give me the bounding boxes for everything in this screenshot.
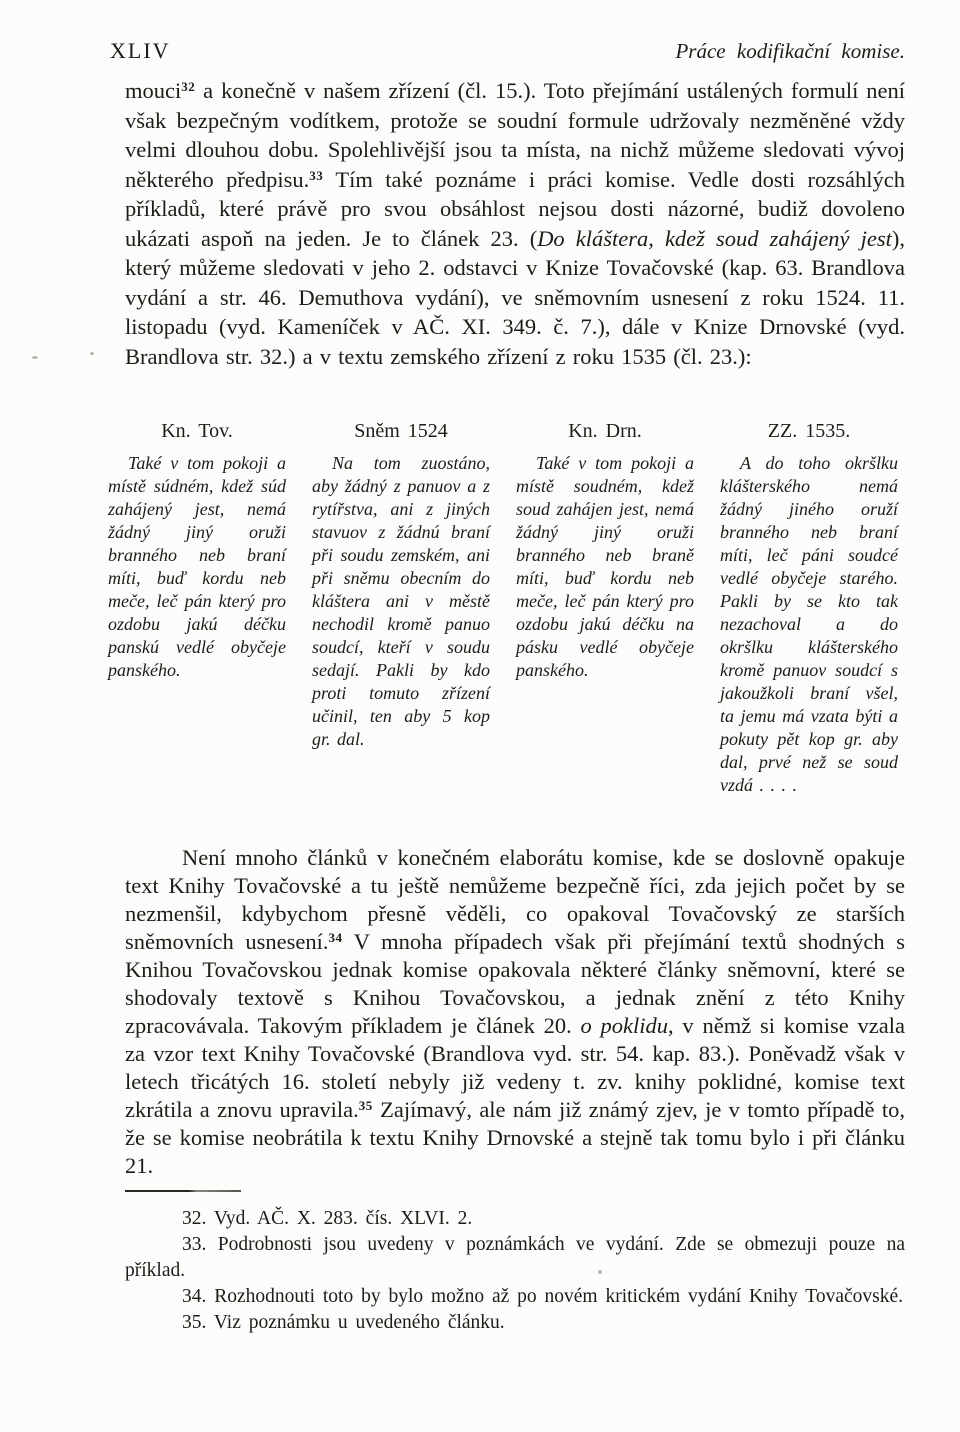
column-text: Také v tom pokoji a místě soudném, kdež soud zahájen jest, nemá žádný jiný oruži branného neb braně míti, buď kordu neb meče, leč pán který pro ozdobu jakú déčku na pásku vedlé obyčeje panského.: [516, 453, 694, 680]
comparison-columns: [108, 420, 898, 797]
column-header: ZZ. 1535.: [767, 420, 851, 442]
footnote-separator-rule: [125, 1190, 241, 1192]
comparison-column: [516, 420, 694, 797]
text-run: Zajímavý, ale nám již známý zjev, je v tomto případě to, že se komise neobrátila k textu Knihy Drnovské a stejně tak tomu bylo i při článku 21.: [125, 1097, 905, 1178]
column-header: Kn. Drn.: [568, 420, 642, 442]
italic-phrase: Do kláštera, kdež soud zahájený jest: [537, 225, 892, 251]
footnote: 35. Viz poznámku u uvedeného článku.: [182, 1312, 505, 1333]
comparison-column: [720, 420, 898, 797]
footnotes-block: [125, 1206, 905, 1336]
scan-speck: [32, 356, 38, 359]
column-header: Kn. Tov.: [161, 420, 233, 442]
footnote: 34. Rozhodnouti toto by bylo možno až po novém kritickém vydání Knihy Tovačovské.: [182, 1286, 904, 1307]
scan-speck: [598, 1270, 602, 1274]
column-text: Také v tom pokoji a místě súdném, kdež súd zahájený jest, nemá žádný jiný oruži branného neb braní míti, buď kordu neb meče, leč pán který pro ozdobu jakú déčku panskú vedlé obyčeje panského.: [108, 453, 286, 680]
text-run: Tím také poznáme i práci komise. Vedle dosti rozsáhlých příkladů, které právě pro svou obsáhlost nejsou dosti názorné, budiž dovoleno ukázati aspoň na jeden. Je to článek 23. (: [125, 166, 905, 251]
text-run: ), který můžeme sledovati v jeho 2. odstavci v Knize Tovačovské (kap. 63. Brandlova vydání a str. 46. Demuthova vydání), ve sněmovním usnesení z roku 1524. 11. listopadu (vyd. Kameníček v AČ. XI. 349. č. 7.), dále v Knize Drnovské (vyd. Brandlova str. 32.) a v textu zemského zřízení z roku 1535 (čl. 23.):: [125, 225, 905, 369]
footnote-reference: 32: [181, 79, 196, 94]
comparison-column: [108, 420, 286, 797]
text-run: , v němž si komise vzala za vzor text Knihy Tovačovské (Brandlova vyd. str. 54. kap. 83.). Poněvadž však v letech třicátých 16. století nebyly již vedeny t. zv. knihy poklidné, komise text zkrátila a znovu upravila.: [125, 1013, 905, 1122]
column-text: Na tom zuostáno, aby žádný z panuov a z rytířstva, ani z jiných stavuov z žádnú braní při soudu zemském, ani při sněmu obecním do kláštera ani v městě nechodil kromě panuo soudcí, kteří v soudu sedají. Pakli by kdo proti tomuto zřízení učinil, ten aby 5 kop gr. dal.: [312, 453, 490, 749]
footnote-reference: 34: [328, 930, 343, 945]
comparison-column: [312, 420, 490, 797]
text-run: mouci: [125, 78, 182, 103]
footnote-reference: 33: [309, 167, 324, 183]
text-run: a konečně v našem zřízení (čl. 15.). Toto přejímání ustálených formulí není však bezpečným vodítkem, protože se soudní formule udržovaly nezměněné vždy velmi dlouhou dobu. Spolehlivější jsou ta místa, na nichž můžeme sledovati vývoj některého předpisu.: [125, 78, 905, 192]
italic-phrase: o poklidu: [580, 1013, 669, 1038]
paragraph-discussion: [125, 844, 905, 1180]
running-head: [110, 38, 905, 64]
column-text: A do toho okršlku klášterského nemá žádný jiného oruží branného neb braní míti, leč páni soudcé vedlé obyčeje starého. Pakli by se kto tak nezachoval a do okršlku klášterského kromě panuov soudcí s jakoužkoli braní všel, ta jemu má vzata býti a pokuty pět kop gr. aby dal, prvé než se soud vzdá . . . .: [720, 453, 898, 795]
page-number: XLIV: [110, 38, 171, 63]
text-run: Není mnoho článků v konečném elaborátu komise, kde se doslovně opakuje text Knihy Tovačovské a tu ještě nemůžeme bezpečně říci, zda jejich počet by se nezmenšil, kdybychom přesně věděli, co opakoval Tovačovský ze starších sněmovních usnesení.: [125, 845, 905, 954]
footnote: 33. Podrobnosti jsou uvedeny v poznámkách ve vydání. Zde se obmezuji pouze na příklad.: [125, 1234, 905, 1281]
scan-speck: [90, 352, 94, 355]
footnote-reference: 35: [358, 1098, 373, 1113]
text-run: V mnoha případech však při přejímání textů shodných s Knihou Tovačovskou jednak komise opakovala některé články sněmovní, které se shodovaly textově s Knihou Tovačovskou, a jednak znění z této Knihy zpracovávala. Takovým příkladem je článek 20.: [125, 929, 906, 1038]
paragraph-intro: [125, 76, 905, 371]
column-header: Sněm 1524: [354, 420, 448, 442]
footnote: 32. Vyd. AČ. X. 283. čís. XLVI. 2.: [182, 1208, 473, 1229]
running-title: Práce kodifikační komise.: [675, 39, 905, 63]
